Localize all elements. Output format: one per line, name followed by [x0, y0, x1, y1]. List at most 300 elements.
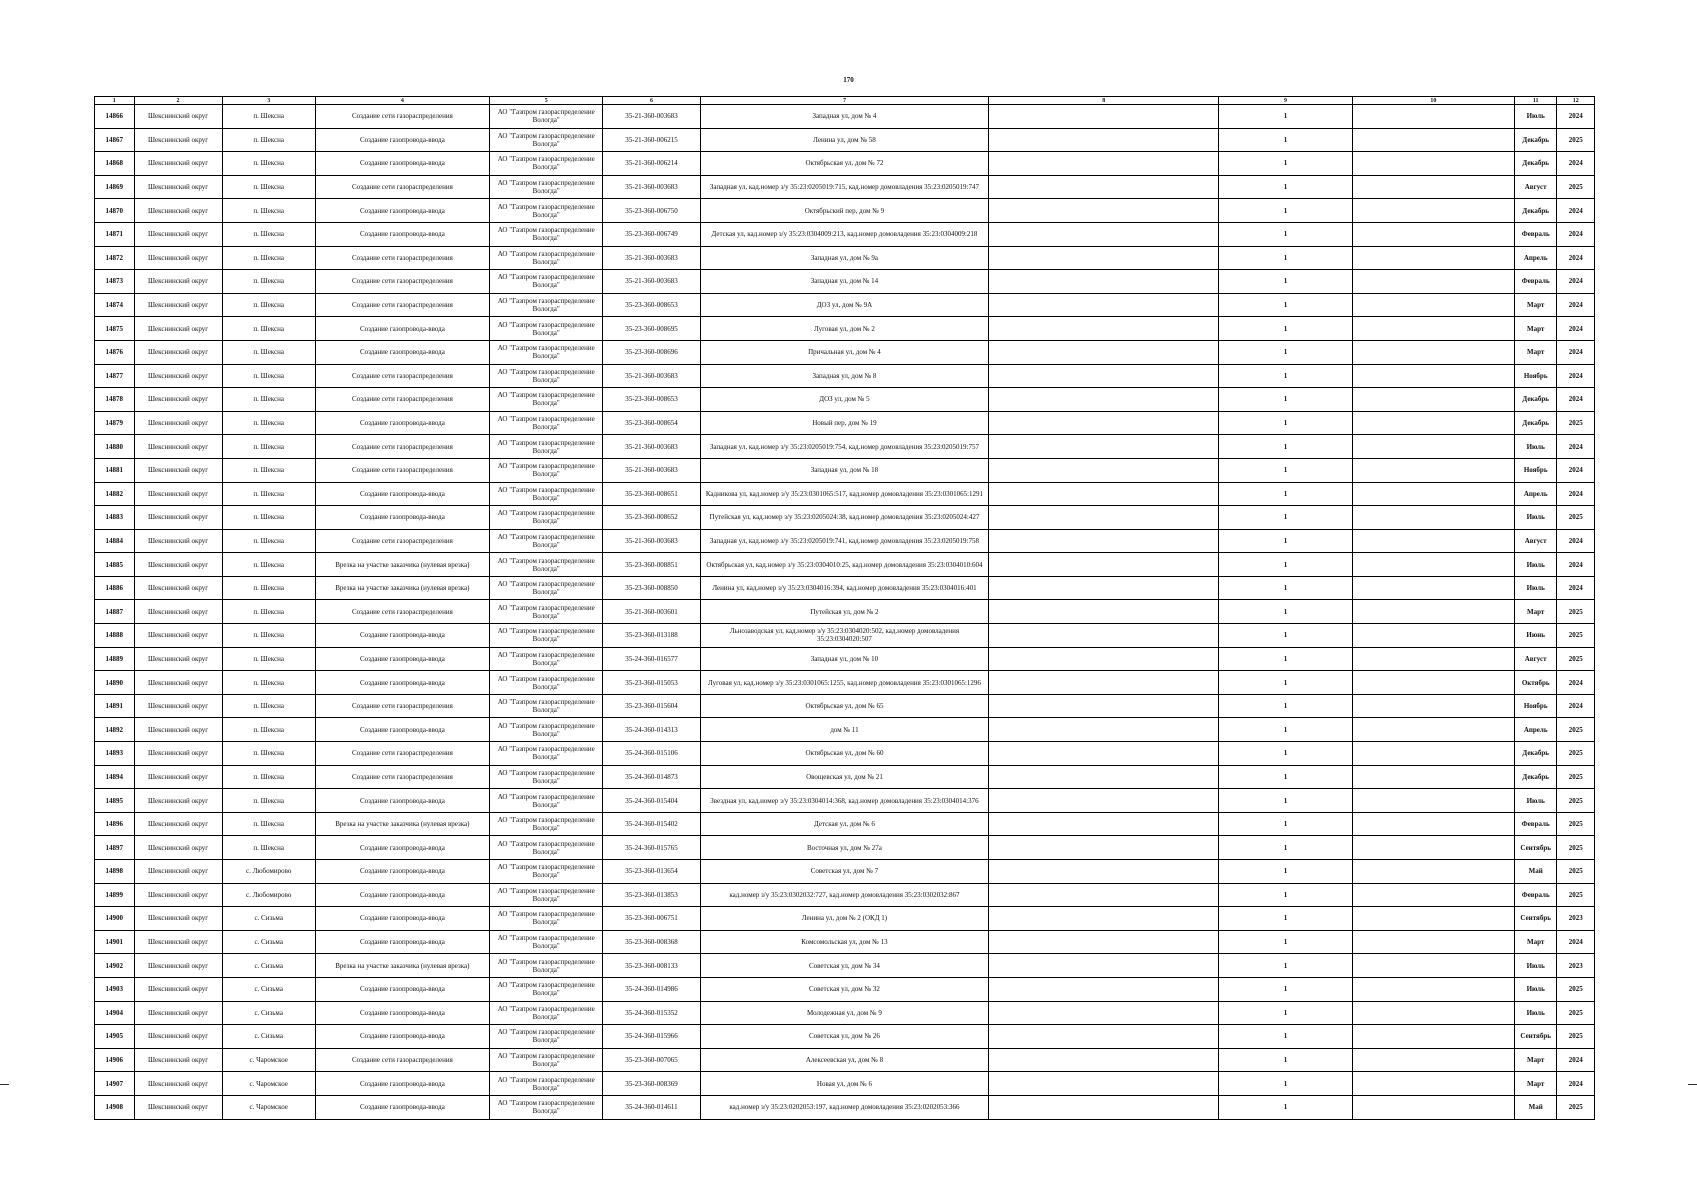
address-cell: Западная ул, дом № 10 [700, 647, 989, 671]
quantity-cell: 1 [1219, 364, 1353, 388]
district-cell: Шекснинский округ [134, 529, 222, 553]
district-cell: Шекснинский округ [134, 624, 222, 648]
month-cell: Март [1514, 340, 1557, 364]
month-cell: Декабрь [1514, 411, 1557, 435]
row-number: 14903 [95, 977, 135, 1001]
table-row [95, 270, 1595, 294]
address-cell: Советская ул, дом № 34 [700, 954, 989, 978]
application-number-cell: 35-21-360-003683 [603, 270, 700, 294]
table-row [95, 199, 1595, 223]
empty-cell [989, 1072, 1219, 1096]
work-type-cell: Создание газопровода-ввода [315, 977, 489, 1001]
year-cell: 2024 [1557, 105, 1595, 129]
application-number-cell: 35-23-360-008696 [603, 340, 700, 364]
month-cell: Октябрь [1514, 671, 1557, 695]
application-number-cell: 35-23-360-006751 [603, 907, 700, 931]
locality-cell: п. Шексна [222, 105, 315, 129]
application-number-cell: 35-24-360-015966 [603, 1025, 700, 1049]
locality-cell: п. Шексна [222, 246, 315, 270]
table-row [95, 340, 1595, 364]
empty-cell [1352, 388, 1514, 412]
empty-cell [989, 128, 1219, 152]
locality-cell: п. Шексна [222, 175, 315, 199]
locality-cell: п. Шексна [222, 152, 315, 176]
row-number: 14878 [95, 388, 135, 412]
locality-cell: с. Сизьма [222, 1001, 315, 1025]
table-row [95, 624, 1595, 648]
year-cell: 2024 [1557, 222, 1595, 246]
row-number: 14901 [95, 930, 135, 954]
quantity-cell: 1 [1219, 600, 1353, 624]
year-cell: 2025 [1557, 789, 1595, 813]
month-cell: Август [1514, 647, 1557, 671]
row-number: 14891 [95, 694, 135, 718]
row-number: 14869 [95, 175, 135, 199]
quantity-cell: 1 [1219, 222, 1353, 246]
district-cell: Шекснинский округ [134, 977, 222, 1001]
work-type-cell: Создание сети газораспределения [315, 600, 489, 624]
application-number-cell: 35-23-360-013853 [603, 883, 700, 907]
month-cell: Июль [1514, 506, 1557, 530]
month-cell: Апрель [1514, 482, 1557, 506]
row-number: 14876 [95, 340, 135, 364]
empty-cell [1352, 930, 1514, 954]
empty-cell [1352, 765, 1514, 789]
month-cell: Июль [1514, 1001, 1557, 1025]
locality-cell: п. Шексна [222, 789, 315, 813]
year-cell: 2024 [1557, 340, 1595, 364]
col-header: 1 [95, 97, 135, 105]
empty-cell [989, 1095, 1219, 1119]
organization-cell: АО "Газпром газораспределение Вологда" [489, 1025, 602, 1049]
district-cell: Шекснинский округ [134, 458, 222, 482]
page-number: 170 [843, 76, 854, 84]
organization-cell: АО "Газпром газораспределение Вологда" [489, 954, 602, 978]
empty-cell [1352, 529, 1514, 553]
application-number-cell: 35-21-360-003683 [603, 175, 700, 199]
year-cell: 2024 [1557, 246, 1595, 270]
empty-cell [1352, 270, 1514, 294]
work-type-cell: Создание газопровода-ввода [315, 789, 489, 813]
row-number: 14867 [95, 128, 135, 152]
quantity-cell: 1 [1219, 340, 1353, 364]
locality-cell: п. Шексна [222, 529, 315, 553]
quantity-cell: 1 [1219, 1025, 1353, 1049]
empty-cell [989, 647, 1219, 671]
empty-cell [989, 529, 1219, 553]
empty-cell [1352, 907, 1514, 931]
district-cell: Шекснинский округ [134, 671, 222, 695]
header-row [95, 97, 1595, 105]
month-cell: Февраль [1514, 883, 1557, 907]
organization-cell: АО "Газпром газораспределение Вологда" [489, 364, 602, 388]
address-cell: Детская ул, дом № 6 [700, 812, 989, 836]
month-cell: Март [1514, 317, 1557, 341]
organization-cell: АО "Газпром газораспределение Вологда" [489, 576, 602, 600]
table-row [95, 1095, 1595, 1119]
district-cell: Шекснинский округ [134, 506, 222, 530]
empty-cell [989, 388, 1219, 412]
empty-cell [1352, 789, 1514, 813]
application-number-cell: 35-23-360-008368 [603, 930, 700, 954]
organization-cell: АО "Газпром газораспределение Вологда" [489, 553, 602, 577]
work-type-cell: Создание газопровода-ввода [315, 1025, 489, 1049]
year-cell: 2024 [1557, 529, 1595, 553]
address-cell: Советская ул, дом № 32 [700, 977, 989, 1001]
col-header: 11 [1514, 97, 1557, 105]
empty-cell [1352, 1025, 1514, 1049]
locality-cell: п. Шексна [222, 836, 315, 860]
application-number-cell: 35-23-360-008653 [603, 388, 700, 412]
month-cell: Март [1514, 930, 1557, 954]
district-cell: Шекснинский округ [134, 246, 222, 270]
address-cell: Луговая ул, дом № 2 [700, 317, 989, 341]
locality-cell: с. Чаромское [222, 1072, 315, 1096]
row-number: 14871 [95, 222, 135, 246]
empty-cell [989, 836, 1219, 860]
address-cell: Западная ул, дом № 14 [700, 270, 989, 294]
empty-cell [1352, 742, 1514, 766]
empty-cell [1352, 293, 1514, 317]
organization-cell: АО "Газпром газораспределение Вологда" [489, 930, 602, 954]
row-number: 14886 [95, 576, 135, 600]
col-header: 4 [315, 97, 489, 105]
work-type-cell: Создание газопровода-ввода [315, 907, 489, 931]
locality-cell: п. Шексна [222, 128, 315, 152]
month-cell: Декабрь [1514, 199, 1557, 223]
month-cell: Декабрь [1514, 765, 1557, 789]
work-type-cell: Создание газопровода-ввода [315, 647, 489, 671]
empty-cell [989, 694, 1219, 718]
row-number: 14894 [95, 765, 135, 789]
district-cell: Шекснинский округ [134, 718, 222, 742]
month-cell: Август [1514, 529, 1557, 553]
address-cell: кад.номер з/у 35:23:0302032:727, кад.номер домовладения 35:23:0302032:867 [700, 883, 989, 907]
month-cell: Март [1514, 600, 1557, 624]
organization-cell: АО "Газпром газораспределение Вологда" [489, 246, 602, 270]
address-cell: Путейская ул, дом № 2 [700, 600, 989, 624]
work-type-cell: Врезка на участке заказчика (нулевая врезка) [315, 576, 489, 600]
month-cell: Ноябрь [1514, 694, 1557, 718]
quantity-cell: 1 [1219, 128, 1353, 152]
organization-cell: АО "Газпром газораспределение Вологда" [489, 1095, 602, 1119]
year-cell: 2024 [1557, 930, 1595, 954]
year-cell: 2024 [1557, 1072, 1595, 1096]
empty-cell [1352, 1001, 1514, 1025]
address-cell: Алексеевская ул, дом № 8 [700, 1048, 989, 1072]
quantity-cell: 1 [1219, 576, 1353, 600]
application-number-cell: 35-23-360-008850 [603, 576, 700, 600]
empty-cell [1352, 222, 1514, 246]
empty-cell [1352, 152, 1514, 176]
organization-cell: АО "Газпром газораспределение Вологда" [489, 529, 602, 553]
organization-cell: АО "Газпром газораспределение Вологда" [489, 411, 602, 435]
row-number: 14902 [95, 954, 135, 978]
work-type-cell: Создание сети газораспределения [315, 175, 489, 199]
district-cell: Шекснинский округ [134, 553, 222, 577]
organization-cell: АО "Газпром газораспределение Вологда" [489, 671, 602, 695]
application-number-cell: 35-24-360-015404 [603, 789, 700, 813]
year-cell: 2025 [1557, 506, 1595, 530]
address-cell: Западная ул, кад.номер з/у 35:23:0205019:754, кад.номер домовладения 35:23:0205019:757 [700, 435, 989, 459]
address-cell: Октябрьская ул, дом № 72 [700, 152, 989, 176]
empty-cell [1352, 340, 1514, 364]
district-cell: Шекснинский округ [134, 435, 222, 459]
locality-cell: п. Шексна [222, 765, 315, 789]
locality-cell: п. Шексна [222, 435, 315, 459]
empty-cell [989, 671, 1219, 695]
year-cell: 2025 [1557, 600, 1595, 624]
quantity-cell: 1 [1219, 742, 1353, 766]
row-number: 14880 [95, 435, 135, 459]
table-row [95, 506, 1595, 530]
table-row [95, 553, 1595, 577]
work-type-cell: Создание сети газораспределения [315, 765, 489, 789]
year-cell: 2025 [1557, 812, 1595, 836]
address-cell: Детская ул, кад.номер з/у 35:23:0304009:213, кад.номер домовладения 35:23:0304009:218 [700, 222, 989, 246]
table-row [95, 600, 1595, 624]
month-cell: Сентябрь [1514, 836, 1557, 860]
empty-cell [1352, 883, 1514, 907]
application-number-cell: 35-24-360-014873 [603, 765, 700, 789]
scan-mark-right [1688, 1084, 1697, 1085]
quantity-cell: 1 [1219, 883, 1353, 907]
work-type-cell: Создание сети газораспределения [315, 246, 489, 270]
empty-cell [989, 860, 1219, 884]
quantity-cell: 1 [1219, 529, 1353, 553]
month-cell: Апрель [1514, 246, 1557, 270]
application-number-cell: 35-21-360-003683 [603, 529, 700, 553]
col-header: 12 [1557, 97, 1595, 105]
district-cell: Шекснинский округ [134, 907, 222, 931]
address-cell: Октябрьская ул, дом № 65 [700, 694, 989, 718]
empty-cell [989, 765, 1219, 789]
organization-cell: АО "Газпром газораспределение Вологда" [489, 718, 602, 742]
row-number: 14897 [95, 836, 135, 860]
row-number: 14870 [95, 199, 135, 223]
organization-cell: АО "Газпром газораспределение Вологда" [489, 506, 602, 530]
district-cell: Шекснинский округ [134, 954, 222, 978]
table-row [95, 482, 1595, 506]
row-number: 14868 [95, 152, 135, 176]
empty-cell [1352, 647, 1514, 671]
quantity-cell: 1 [1219, 907, 1353, 931]
table-row [95, 694, 1595, 718]
organization-cell: АО "Газпром газораспределение Вологда" [489, 293, 602, 317]
table-row [95, 789, 1595, 813]
row-number: 14905 [95, 1025, 135, 1049]
month-cell: Февраль [1514, 812, 1557, 836]
organization-cell: АО "Газпром газораспределение Вологда" [489, 694, 602, 718]
application-number-cell: 35-24-360-014313 [603, 718, 700, 742]
month-cell: Март [1514, 1072, 1557, 1096]
empty-cell [1352, 576, 1514, 600]
empty-cell [1352, 435, 1514, 459]
empty-cell [1352, 671, 1514, 695]
district-cell: Шекснинский округ [134, 105, 222, 129]
organization-cell: АО "Газпром газораспределение Вологда" [489, 836, 602, 860]
application-number-cell: 35-23-360-006750 [603, 199, 700, 223]
month-cell: Май [1514, 1095, 1557, 1119]
district-cell: Шекснинский округ [134, 812, 222, 836]
work-type-cell: Создание газопровода-ввода [315, 199, 489, 223]
empty-cell [989, 624, 1219, 648]
locality-cell: п. Шексна [222, 506, 315, 530]
month-cell: Февраль [1514, 222, 1557, 246]
year-cell: 2025 [1557, 977, 1595, 1001]
row-number: 14884 [95, 529, 135, 553]
work-type-cell: Создание газопровода-ввода [315, 1001, 489, 1025]
quantity-cell: 1 [1219, 671, 1353, 695]
year-cell: 2025 [1557, 624, 1595, 648]
empty-cell [989, 977, 1219, 1001]
locality-cell: п. Шексна [222, 222, 315, 246]
work-type-cell: Создание сети газораспределения [315, 694, 489, 718]
empty-cell [1352, 411, 1514, 435]
district-cell: Шекснинский округ [134, 694, 222, 718]
work-type-cell: Создание газопровода-ввода [315, 152, 489, 176]
row-number: 14874 [95, 293, 135, 317]
address-cell: Льнозаводская ул, кад.номер з/у 35:23:0304020:502, кад.номер домовладения 35:23:0304020:507 [700, 624, 989, 648]
address-cell: Западная ул, дом № 8 [700, 364, 989, 388]
work-type-cell: Создание газопровода-ввода [315, 340, 489, 364]
empty-cell [989, 1001, 1219, 1025]
empty-cell [1352, 977, 1514, 1001]
application-number-cell: 35-23-360-015604 [603, 694, 700, 718]
locality-cell: п. Шексна [222, 742, 315, 766]
organization-cell: АО "Газпром газораспределение Вологда" [489, 222, 602, 246]
work-type-cell: Создание газопровода-ввода [315, 506, 489, 530]
organization-cell: АО "Газпром газораспределение Вологда" [489, 458, 602, 482]
empty-cell [989, 317, 1219, 341]
row-number: 14898 [95, 860, 135, 884]
organization-cell: АО "Газпром газораспределение Вологда" [489, 482, 602, 506]
empty-cell [989, 742, 1219, 766]
organization-cell: АО "Газпром газораспределение Вологда" [489, 624, 602, 648]
table-row [95, 742, 1595, 766]
empty-cell [989, 506, 1219, 530]
locality-cell: п. Шексна [222, 576, 315, 600]
month-cell: Ноябрь [1514, 364, 1557, 388]
application-number-cell: 35-21-360-003683 [603, 246, 700, 270]
application-number-cell: 35-24-360-014611 [603, 1095, 700, 1119]
empty-cell [989, 175, 1219, 199]
application-number-cell: 35-24-360-015106 [603, 742, 700, 766]
row-number: 14877 [95, 364, 135, 388]
application-number-cell: 35-23-360-008653 [603, 293, 700, 317]
organization-cell: АО "Газпром газораспределение Вологда" [489, 860, 602, 884]
district-cell: Шекснинский округ [134, 364, 222, 388]
table-row [95, 860, 1595, 884]
quantity-cell: 1 [1219, 789, 1353, 813]
quantity-cell: 1 [1219, 152, 1353, 176]
quantity-cell: 1 [1219, 199, 1353, 223]
address-cell: Звездная ул, кад.номер з/у 35:23:0304014:368, кад.номер домовладения 35:23:0304014:376 [700, 789, 989, 813]
empty-cell [989, 152, 1219, 176]
application-number-cell: 35-23-360-008695 [603, 317, 700, 341]
district-cell: Шекснинский округ [134, 1095, 222, 1119]
year-cell: 2024 [1557, 553, 1595, 577]
locality-cell: п. Шексна [222, 364, 315, 388]
application-number-cell: 35-24-360-015352 [603, 1001, 700, 1025]
year-cell: 2024 [1557, 482, 1595, 506]
empty-cell [989, 293, 1219, 317]
district-cell: Шекснинский округ [134, 576, 222, 600]
address-cell: Овощевская ул, дом № 21 [700, 765, 989, 789]
col-header: 10 [1352, 97, 1514, 105]
empty-cell [989, 789, 1219, 813]
application-number-cell: 35-24-360-015402 [603, 812, 700, 836]
organization-cell: АО "Газпром газораспределение Вологда" [489, 128, 602, 152]
month-cell: Август [1514, 175, 1557, 199]
empty-cell [1352, 1048, 1514, 1072]
col-header: 9 [1219, 97, 1353, 105]
locality-cell: с. Любомирово [222, 883, 315, 907]
year-cell: 2024 [1557, 671, 1595, 695]
month-cell: Декабрь [1514, 742, 1557, 766]
table-row [95, 765, 1595, 789]
organization-cell: АО "Газпром газораспределение Вологда" [489, 977, 602, 1001]
empty-cell [1352, 506, 1514, 530]
district-cell: Шекснинский округ [134, 930, 222, 954]
row-number: 14879 [95, 411, 135, 435]
table-row [95, 576, 1595, 600]
quantity-cell: 1 [1219, 270, 1353, 294]
table-row [95, 836, 1595, 860]
district-cell: Шекснинский округ [134, 1001, 222, 1025]
address-cell: Новый пер, дом № 19 [700, 411, 989, 435]
work-type-cell: Создание сети газораспределения [315, 388, 489, 412]
empty-cell [1352, 105, 1514, 129]
quantity-cell: 1 [1219, 718, 1353, 742]
year-cell: 2025 [1557, 860, 1595, 884]
organization-cell: АО "Газпром газораспределение Вологда" [489, 647, 602, 671]
month-cell: Июль [1514, 105, 1557, 129]
row-number: 14888 [95, 624, 135, 648]
table-row [95, 529, 1595, 553]
district-cell: Шекснинский округ [134, 1072, 222, 1096]
empty-cell [989, 954, 1219, 978]
empty-cell [1352, 624, 1514, 648]
address-cell: Западная ул, кад.номер з/у 35:23:0205019:741, кад.номер домовладения 35:23:0205019:758 [700, 529, 989, 553]
empty-cell [989, 435, 1219, 459]
year-cell: 2025 [1557, 1025, 1595, 1049]
year-cell: 2025 [1557, 742, 1595, 766]
row-number: 14900 [95, 907, 135, 931]
district-cell: Шекснинский округ [134, 222, 222, 246]
address-cell: Западная ул, дом № 9а [700, 246, 989, 270]
work-type-cell: Создание сети газораспределения [315, 742, 489, 766]
quantity-cell: 1 [1219, 388, 1353, 412]
empty-cell [989, 222, 1219, 246]
district-cell: Шекснинский округ [134, 152, 222, 176]
empty-cell [989, 718, 1219, 742]
table-row [95, 293, 1595, 317]
organization-cell: АО "Газпром газораспределение Вологда" [489, 105, 602, 129]
year-cell: 2025 [1557, 836, 1595, 860]
work-type-cell: Создание газопровода-ввода [315, 624, 489, 648]
locality-cell: с. Сизьма [222, 930, 315, 954]
application-number-cell: 35-21-360-006215 [603, 128, 700, 152]
district-cell: Шекснинский округ [134, 600, 222, 624]
month-cell: Декабрь [1514, 388, 1557, 412]
district-cell: Шекснинский округ [134, 836, 222, 860]
application-number-cell: 35-24-360-015765 [603, 836, 700, 860]
address-cell: Кадникова ул, кад.номер з/у 35:23:0301065:517, кад.номер домовладения 35:23:0301065:1291 [700, 482, 989, 506]
quantity-cell: 1 [1219, 411, 1353, 435]
row-number: 14893 [95, 742, 135, 766]
empty-cell [989, 482, 1219, 506]
